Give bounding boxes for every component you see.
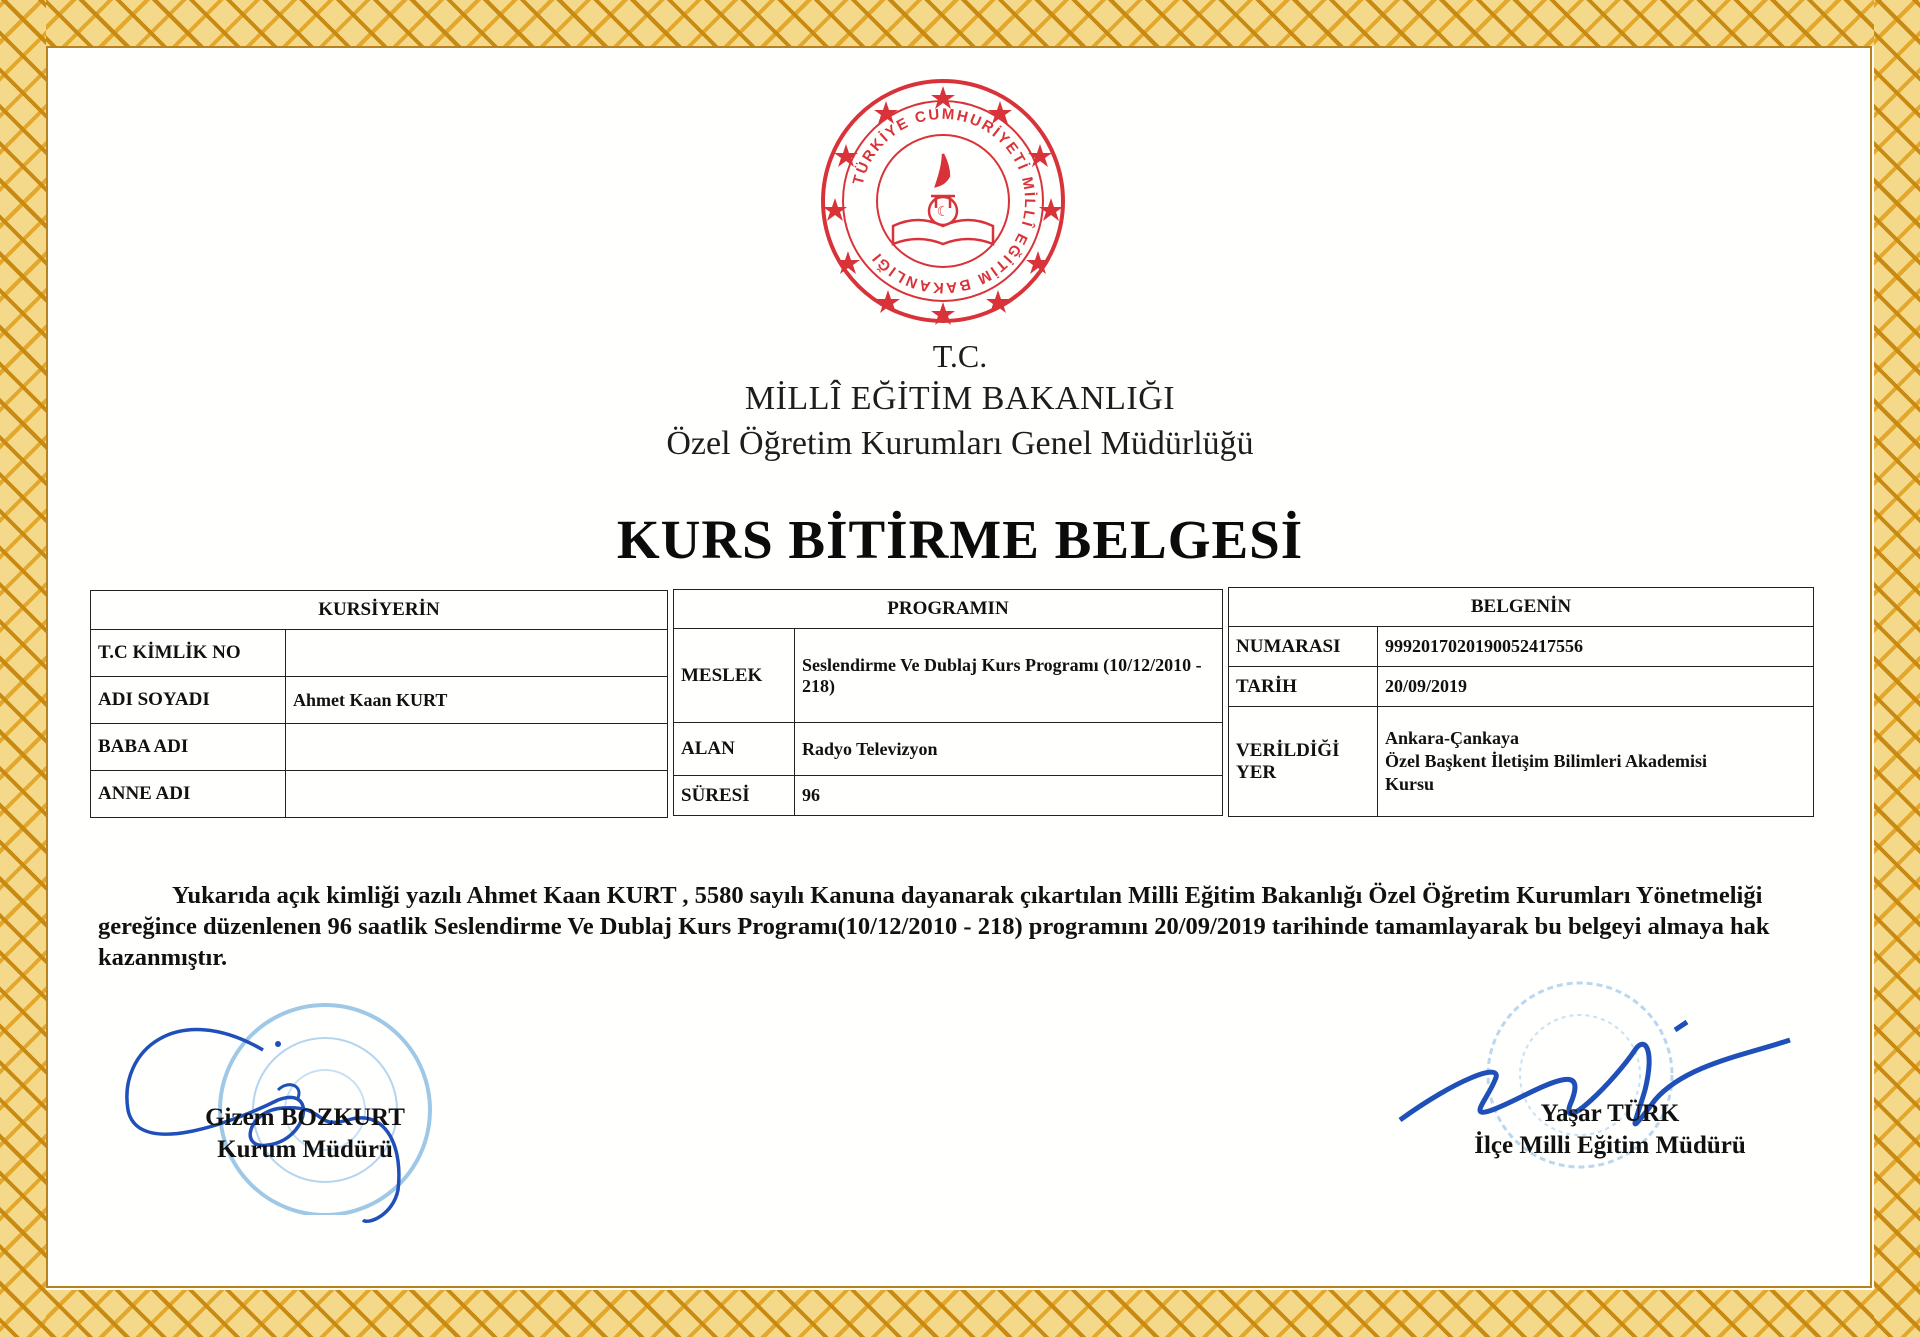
mother-name-value	[286, 771, 668, 818]
program-table	[673, 589, 1223, 816]
header-directorate: Özel Öğretim Kurumları Genel Müdürlüğü	[666, 425, 1254, 462]
border-bottom	[0, 1290, 1920, 1337]
meslek-value: Seslendirme Ve Dublaj Kurs Programı (10/12/2010 - 218)	[795, 629, 1223, 723]
certificate-title: KURS BİTİRME BELGESİ	[616, 509, 1304, 570]
border-left	[0, 0, 46, 1337]
left-signatory-name: Gizem BOZKURT	[205, 1104, 405, 1131]
alan-value: Radyo Televizyon	[795, 723, 1223, 776]
sure-value: 96	[795, 776, 1223, 816]
certificate-table	[1228, 587, 1814, 817]
border-top	[0, 0, 1920, 46]
alan-label: ALAN	[674, 723, 795, 776]
svg-text:TÜRKİYE CUMHURİYETİ MİLLÎ EĞİT: TÜRKİYE CUMHURİYETİ MİLLÎ EĞİTİM BAKANLIĞI	[849, 105, 1039, 297]
tarih-label: TARİH	[1229, 667, 1378, 707]
numara-value: 99920170201900524175​56	[1378, 627, 1814, 667]
certificate-body-text: Yukarıda açık kimliği yazılı Ahmet Kaan KURT , 5580 sayılı Kanuna dayanarak çıkartılan Milli Eğitim Bakanlığı Özel Öğretim Kurumları Yönetmeliği gereğince düzenlenen 96 saatlik Seslendirme Ve Dublaj Kurs Programı(10/12/2010 - 218) programını 20/09/2019 tarihinde tamamlayarak bu belgeyi almaya hak kazanmıştır.	[98, 882, 1770, 971]
left-signatory-title: Kurum Müdürü	[217, 1136, 393, 1163]
mother-name-label: ANNE ADI	[91, 771, 286, 818]
ministry-seal-icon	[818, 76, 1068, 326]
sure-label: SÜRESİ	[674, 776, 795, 816]
right-signatory	[1440, 1098, 1780, 1162]
name-value: Ahmet Kaan KURT	[286, 677, 668, 724]
right-signatory-title: İlçe Milli Eğitim Müdürü	[1474, 1132, 1746, 1159]
tc-kimlik-label: T.C KİMLİK NO	[91, 630, 286, 677]
header-tc: T.C.	[932, 338, 988, 374]
yer-line-3: Kursu	[1385, 774, 1435, 794]
tc-kimlik-value	[286, 630, 668, 677]
meslek-label: MESLEK	[674, 629, 795, 723]
yer-value	[1378, 707, 1814, 817]
numara-label: NUMARASI	[1229, 627, 1378, 667]
certificate-table-header: BELGENİN	[1229, 588, 1814, 627]
trainee-table-header: KURSİYERİN	[91, 591, 668, 630]
left-signatory	[160, 1102, 450, 1166]
trainee-table	[90, 590, 668, 818]
yer-line-2: Özel Başkent İletişim Bilimleri Akademisi	[1385, 751, 1707, 771]
program-table-header: PROGRAMIN	[674, 590, 1223, 629]
yer-label: VERİLDİĞİ YER	[1229, 707, 1378, 817]
father-name-label: BABA ADI	[91, 724, 286, 771]
father-name-value	[286, 724, 668, 771]
tarih-value: 20/09/2019	[1378, 667, 1814, 707]
yer-line-1: Ankara-Çankaya	[1385, 728, 1520, 748]
right-signatory-name: Yaşar TÜRK	[1540, 1100, 1680, 1127]
svg-text:☾: ☾	[936, 204, 950, 220]
header-ministry: MİLLÎ EĞİTİM BAKANLIĞI	[744, 380, 1176, 417]
name-label: ADI SOYADI	[91, 677, 286, 724]
border-right	[1874, 0, 1920, 1337]
